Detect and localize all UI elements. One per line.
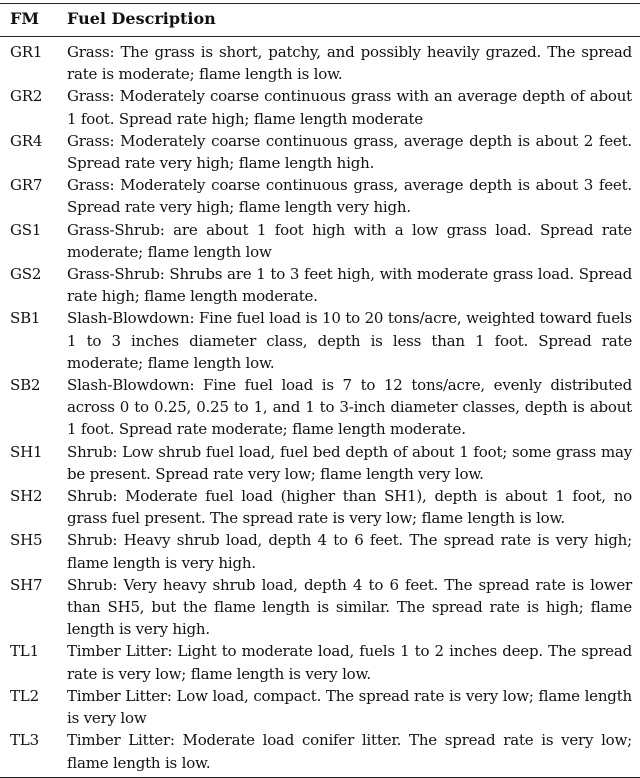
row-description: Grass: The grass is short, patchy, and possibly heavily grazed. The spread rate is moderate; flame length is low. [67,43,632,84]
table-row [0,174,640,218]
table-row [0,529,640,573]
row-fm-code: SH7 [10,575,43,594]
row-description: Grass: Moderately coarse continuous grass, average depth is about 2 feet. Spread rate very high; flame length high. [67,131,632,173]
table-row [0,485,640,529]
row-fm-code: GR2 [10,87,43,106]
row-fm-code: SH5 [10,531,43,550]
row-description: Timber Litter: Low load, compact. The spread rate is very low; flame length is very low [67,686,632,728]
row-fm-code: SB2 [10,376,41,395]
table-row [0,130,640,174]
row-description: Grass-Shrub: Shrubs are 1 to 3 feet high, with moderate grass load. Spread rate high; flame length moderate. [67,265,632,306]
row-description: Shrub: Heavy shrub load, depth 4 to 6 feet. The spread rate is very high; flame length is very high. [67,531,632,572]
row-fm-code: GR1 [10,43,43,61]
row-fm-code: GS1 [10,220,42,239]
table-row [0,441,640,485]
row-description: Shrub: Very heavy shrub load, depth 4 to 6 feet. The spread rate is lower than SH5, but the flame length is similar. The spread rate is high; flame length is very high. [67,575,632,639]
row-fm-code: SH2 [10,487,43,506]
header-fm: FM [10,8,40,28]
table-row [0,685,640,729]
row-description: Shrub: Moderate fuel load (higher than SH1), depth is about 1 foot, no grass fuel present. The spread rate is very low; flame length is low. [67,487,632,528]
row-description: Timber Litter: Moderate load conifer litter. The spread rate is very low; flame length is low. [67,731,632,772]
table-body [0,37,640,774]
row-fm-code: SB1 [10,309,41,328]
row-fm-code: TL1 [10,642,39,661]
row-description: Grass: Moderately coarse continuous grass, average depth is about 3 feet. Spread rate very high; flame length very high. [67,176,632,217]
row-fm-code: GR4 [10,131,43,150]
row-fm-code: GS2 [10,265,42,284]
table-row [0,374,640,441]
row-description: Grass: Moderately coarse continuous grass with an average depth of about 1 foot. Spread rate high; flame length moderate [67,87,632,128]
row-description: Shrub: Low shrub fuel load, fuel bed depth of about 1 foot; some grass may be present. Spread rate very low; flame length very low. [67,442,632,483]
table-row [0,219,640,263]
row-description: Slash-Blowdown: Fine fuel load is 10 to 20 tons/acre, weighted toward fuels 1 to 3 inches diameter class, depth is less than 1 foot. Spread rate moderate; flame length low. [67,309,632,372]
table-row [0,85,640,129]
header-description: Fuel Description [67,8,216,28]
table-row [0,41,640,85]
row-fm-code: TL2 [10,686,39,705]
row-fm-code: SH1 [10,442,43,461]
row-description: Grass-Shrub: are about 1 foot high with a low grass load. Spread rate moderate; flame length low [67,220,632,261]
row-description: Timber Litter: Light to moderate load, fuels 1 to 2 inches deep. The spread rate is very low; flame length is very low. [67,642,632,683]
table-row [0,574,640,641]
table-row [0,263,640,307]
row-fm-code: TL3 [10,731,39,750]
table-row [0,640,640,684]
row-description: Slash-Blowdown: Fine fuel load is 7 to 12 tons/acre, evenly distributed across 0 to 0.25, 0.25 to 1, and 1 to 3-inch diameter classes, depth is about 1 foot. Spread rate moderate; flame length moderate. [67,376,632,439]
table-header [0,4,640,32]
row-fm-code: GR7 [10,176,43,195]
table-row [0,307,640,374]
table-row [0,729,640,773]
